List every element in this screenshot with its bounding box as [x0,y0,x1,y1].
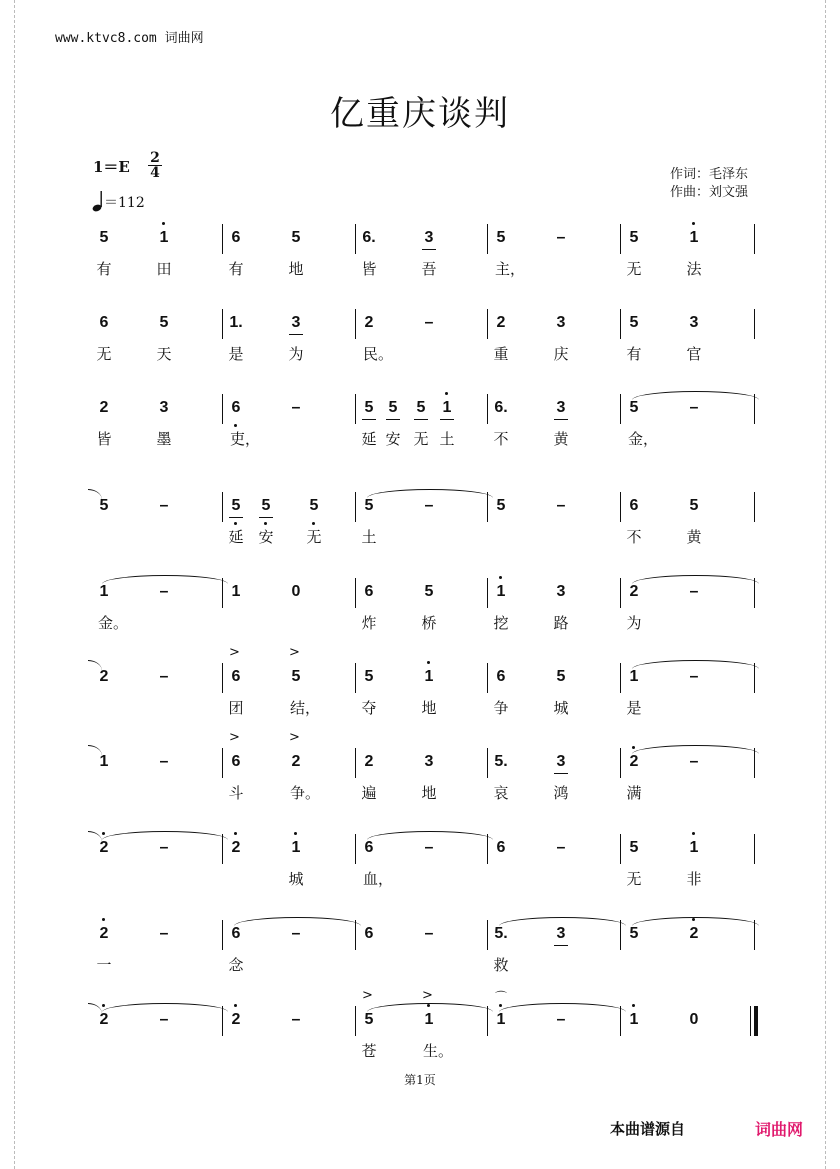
tie-arc [367,831,493,840]
lyric: 地 [421,699,437,717]
note: 2 [99,399,109,416]
note: 5 [556,668,566,685]
lyric: 争。 [290,784,321,802]
lyric: 炸 [361,614,377,632]
lyric: 有 [96,260,112,278]
lyric: 为 [288,345,304,363]
barline [754,394,755,424]
lyric: 法 [686,260,702,278]
note: 6 [496,839,506,856]
lyric: 苍 [361,1042,377,1060]
note: 6 [364,583,374,600]
barline [487,578,488,608]
barline [355,492,356,522]
tie-arc-end [88,1003,102,1014]
note: – [424,839,434,856]
lyric: 有 [626,345,642,363]
barline [620,492,621,522]
lyric: 安 [385,430,401,448]
note: 5 [496,229,506,246]
right-dashed-margin [825,0,840,1169]
page-number: 第1页 [404,1073,436,1087]
site-url[interactable] [55,27,204,46]
note: 1 [493,582,509,602]
accent-icon: > [229,730,240,745]
tie-arc [632,575,759,584]
eighth-underline [554,419,568,420]
quarter-note-icon [92,190,104,212]
accent-icon: > [289,645,300,660]
note: 2 > [289,730,301,770]
lyric: 不 [626,528,642,546]
note: 1 [99,583,109,600]
barline [487,492,488,522]
note: 5 [99,229,109,246]
lyric: 城 [553,699,569,717]
note: 5 [385,398,401,418]
final-barline [754,1006,758,1036]
eighth-underline [259,517,273,518]
lyric: 为 [626,614,642,632]
barline [222,834,223,864]
high-octave-dot [234,832,237,835]
note: 1 [629,668,639,685]
note: – [424,497,434,514]
note: – [689,753,699,770]
time-signature-top: 2 [150,150,160,166]
low-octave-dot [234,522,237,525]
lyric: 民。 [363,345,394,363]
tie-arc [499,917,626,926]
barline [222,578,223,608]
note: 5 > [362,988,374,1028]
high-octave-dot [234,1004,237,1007]
lyric: 争 [493,699,509,717]
barline [620,834,621,864]
source-brand-link[interactable]: 词曲网 [755,1120,804,1139]
accent-icon: > [362,988,373,1003]
barline [754,920,755,950]
key-signature: 1＝E [93,158,130,176]
barline [355,663,356,693]
note: – [159,753,169,770]
tie-arc-end [88,489,102,500]
barline [620,578,621,608]
note: – [159,925,169,942]
lyric: 遍 [361,784,377,802]
note: 6. [362,229,376,246]
note: – [159,839,169,856]
barline [487,309,488,339]
barline [754,224,755,254]
note: 5 [364,497,374,514]
tie-arc [102,831,228,840]
lyric: 有 [228,260,244,278]
barline [222,224,223,254]
lyric: 是 [228,345,244,363]
high-octave-dot [102,918,105,921]
eighth-underline [554,945,568,946]
tie-arc [234,917,361,926]
low-octave-dot [234,424,237,427]
time-signature [148,151,162,180]
eighth-underline [554,773,568,774]
lyric: 无 [413,430,429,448]
note: 3 [553,398,569,418]
tie-arc [367,1003,493,1012]
note: 0 [689,1011,699,1028]
note: 2 [96,924,112,944]
note: 5 [629,399,639,416]
note: 5 [629,925,639,942]
tempo-value: ＝112 [104,195,145,211]
lyric: 念 [228,956,244,974]
note: 5 [424,583,434,600]
high-octave-dot [692,222,695,225]
song-title: 亿重庆谈判 [330,94,510,134]
note: 1 > [422,988,434,1028]
note: 1 [421,667,437,687]
note: 6 [629,497,639,514]
note: 6 [231,229,241,246]
note: – [424,314,434,331]
high-octave-dot [102,832,105,835]
lyric: 无 [306,528,322,546]
note: – [689,583,699,600]
note: 5 [99,497,109,514]
note: – [556,1011,566,1028]
note: 1 [686,838,702,858]
lyric: 城 [288,870,304,888]
lyric: 是 [626,699,642,717]
note: 6 [496,668,506,685]
lyric: 血， [363,870,394,888]
high-octave-dot [499,576,502,579]
note: 5 [496,497,506,514]
eighth-underline [229,517,243,518]
eighth-underline [414,419,428,420]
barline [487,394,488,424]
lyric: 无 [96,345,112,363]
lyric: 延 [361,430,377,448]
tie-arc [367,489,493,498]
note: 2 [96,838,112,858]
note: – [159,1011,169,1028]
note: – [291,399,301,416]
barline [487,224,488,254]
barline [487,663,488,693]
source-label: 本曲谱源自 [610,1120,686,1138]
note: 5 [364,668,374,685]
lyric: 鸿 [553,784,569,802]
tie-arc [102,575,228,584]
note: – [291,925,301,942]
high-octave-dot [445,392,448,395]
high-octave-dot [632,1004,635,1007]
note: 3 [556,583,566,600]
tie-arc [632,917,759,926]
note: 5 [258,496,274,516]
eighth-underline [289,334,303,335]
lyric: 皆 [361,260,377,278]
note: – [556,497,566,514]
barline [355,224,356,254]
barline [754,578,755,608]
barline [222,1006,223,1036]
note: 3 [424,753,434,770]
barline [222,394,223,424]
eighth-underline [422,249,436,250]
note: 2 [626,752,642,772]
barline [754,663,755,693]
barline [620,394,621,424]
barline [355,920,356,950]
lyric: 安 [258,528,274,546]
lyric: 挖 [493,614,509,632]
note: 1 [439,398,455,418]
note: 1 [99,753,109,770]
lyric: 延 [228,528,244,546]
barline [222,920,223,950]
note: 6 > [229,645,241,685]
lyric: 满 [626,784,642,802]
lyric: 吏， [230,430,261,448]
barline [620,920,621,950]
barline [754,834,755,864]
lyric: 田 [156,260,172,278]
tie-arc-end [88,660,102,671]
lyric: 救 [493,956,509,974]
note: 3 [556,314,566,331]
lyric: 墨 [156,430,172,448]
barline [620,663,621,693]
tie-arc-end [88,831,102,842]
note: 5 [413,398,429,418]
lyric: 黄 [553,430,569,448]
note: – [159,583,169,600]
lyric: 黄 [686,528,702,546]
note: 5 [159,314,169,331]
lyric: 非 [686,870,702,888]
note: 5 [228,496,244,516]
lyric: 天 [156,345,172,363]
barline [487,920,488,950]
note: – [556,839,566,856]
note: 5 [629,229,639,246]
high-octave-dot [162,222,165,225]
note: 6 [99,314,109,331]
note: 6 [231,925,241,942]
barline [754,309,755,339]
tie-arc-end [88,745,102,756]
note: 6 [364,839,374,856]
barline [754,492,755,522]
note: 2 [364,753,374,770]
lyric: 吾 [421,260,437,278]
note: 5. [494,925,508,942]
note: – [291,1011,301,1028]
note: 5 [629,314,639,331]
high-octave-dot [102,1004,105,1007]
note: 2 [629,583,639,600]
fermata-icon: ⌒ [495,990,508,1004]
lyric: 夺 [361,699,377,717]
credits [670,166,748,202]
low-octave-dot [264,522,267,525]
tie-arc [632,391,759,400]
barline [487,1006,488,1036]
barline [355,309,356,339]
tie-arc [632,660,759,669]
lyric: 路 [553,614,569,632]
note: 5 [306,496,322,516]
barline [620,224,621,254]
barline [620,748,621,778]
note: 3 [689,314,699,331]
high-octave-dot [294,832,297,835]
tie-arc [632,745,759,754]
lyric: 金， [628,430,659,448]
note: 6 > [229,730,241,770]
tie-arc [102,1003,228,1012]
note: 0 [291,583,301,600]
eighth-underline [362,419,376,420]
note: 5 [629,839,639,856]
note: 5 [291,229,301,246]
eighth-underline [386,419,400,420]
lyric: 地 [421,784,437,802]
lyric: 桥 [421,614,437,632]
note: – [689,399,699,416]
note: 2 [496,314,506,331]
note: 2 [228,1010,244,1030]
note: 3 [288,313,304,333]
lyric: 官 [686,345,702,363]
note: 1 [686,228,702,248]
accent-icon: > [229,645,240,660]
lyric: 斗 [228,784,244,802]
note: 5 [361,398,377,418]
lyric: 生。 [423,1042,454,1060]
barline [620,1006,621,1036]
note: 2 [228,838,244,858]
note: 5 > [289,645,301,685]
note: 6. [494,399,508,416]
note: 6 [364,925,374,942]
lyricist: 作词：毛泽东 [670,167,749,182]
note: – [689,668,699,685]
lyric: 主， [495,260,526,278]
barline [355,394,356,424]
tempo-marking [92,190,145,212]
high-octave-dot [632,746,635,749]
note: 1 [288,838,304,858]
note: 2 [364,314,374,331]
note: 1 ⌒ [495,990,508,1028]
lyric: 庆 [553,345,569,363]
note: 3 [159,399,169,416]
note: 1 [231,583,241,600]
note: 5. [494,753,508,770]
lyric: 不 [493,430,509,448]
low-octave-dot [312,522,315,525]
note: 3 [421,228,437,248]
barline [355,578,356,608]
accent-icon: > [422,988,433,1003]
note: – [424,925,434,942]
barline [487,748,488,778]
barline [222,492,223,522]
note: 2 [96,1010,112,1030]
barline [222,309,223,339]
note: 2 [99,668,109,685]
time-signature-bottom: 4 [148,165,162,180]
barline [487,834,488,864]
lyric: 皆 [96,430,112,448]
lyric: 金。 [98,614,129,632]
lyric: 地 [288,260,304,278]
site-name: 词曲网 [164,31,204,46]
lyric: 哀 [493,784,509,802]
accent-icon: > [289,730,300,745]
left-dashed-margin [0,0,15,1169]
barline [222,663,223,693]
tie-arc [499,1003,626,1012]
note: 3 [553,752,569,772]
barline [222,748,223,778]
lyric: 一 [96,956,112,974]
note: 6 [228,398,244,418]
note: 3 [553,924,569,944]
note: – [159,497,169,514]
eighth-underline [440,419,454,420]
lyric: 团 [228,699,244,717]
barline [355,834,356,864]
lyric: 无 [626,260,642,278]
note: 2 [686,924,702,944]
barline [355,1006,356,1036]
barline [355,748,356,778]
note: 5 [689,497,699,514]
site-url-text: www.ktvc8.com [55,31,157,46]
note: – [159,668,169,685]
lyric: 无 [626,870,642,888]
barline [754,748,755,778]
lyric: 重 [493,345,509,363]
lyric: 土 [439,430,455,448]
high-octave-dot [427,661,430,664]
note: 1 [156,228,172,248]
composer: 作曲：刘文强 [670,185,749,200]
lyric: 土 [361,528,377,546]
high-octave-dot [692,832,695,835]
note: – [556,229,566,246]
note: 1. [229,314,243,331]
note: 1 [626,1010,642,1030]
lyric: 结， [290,699,321,717]
barline [620,309,621,339]
